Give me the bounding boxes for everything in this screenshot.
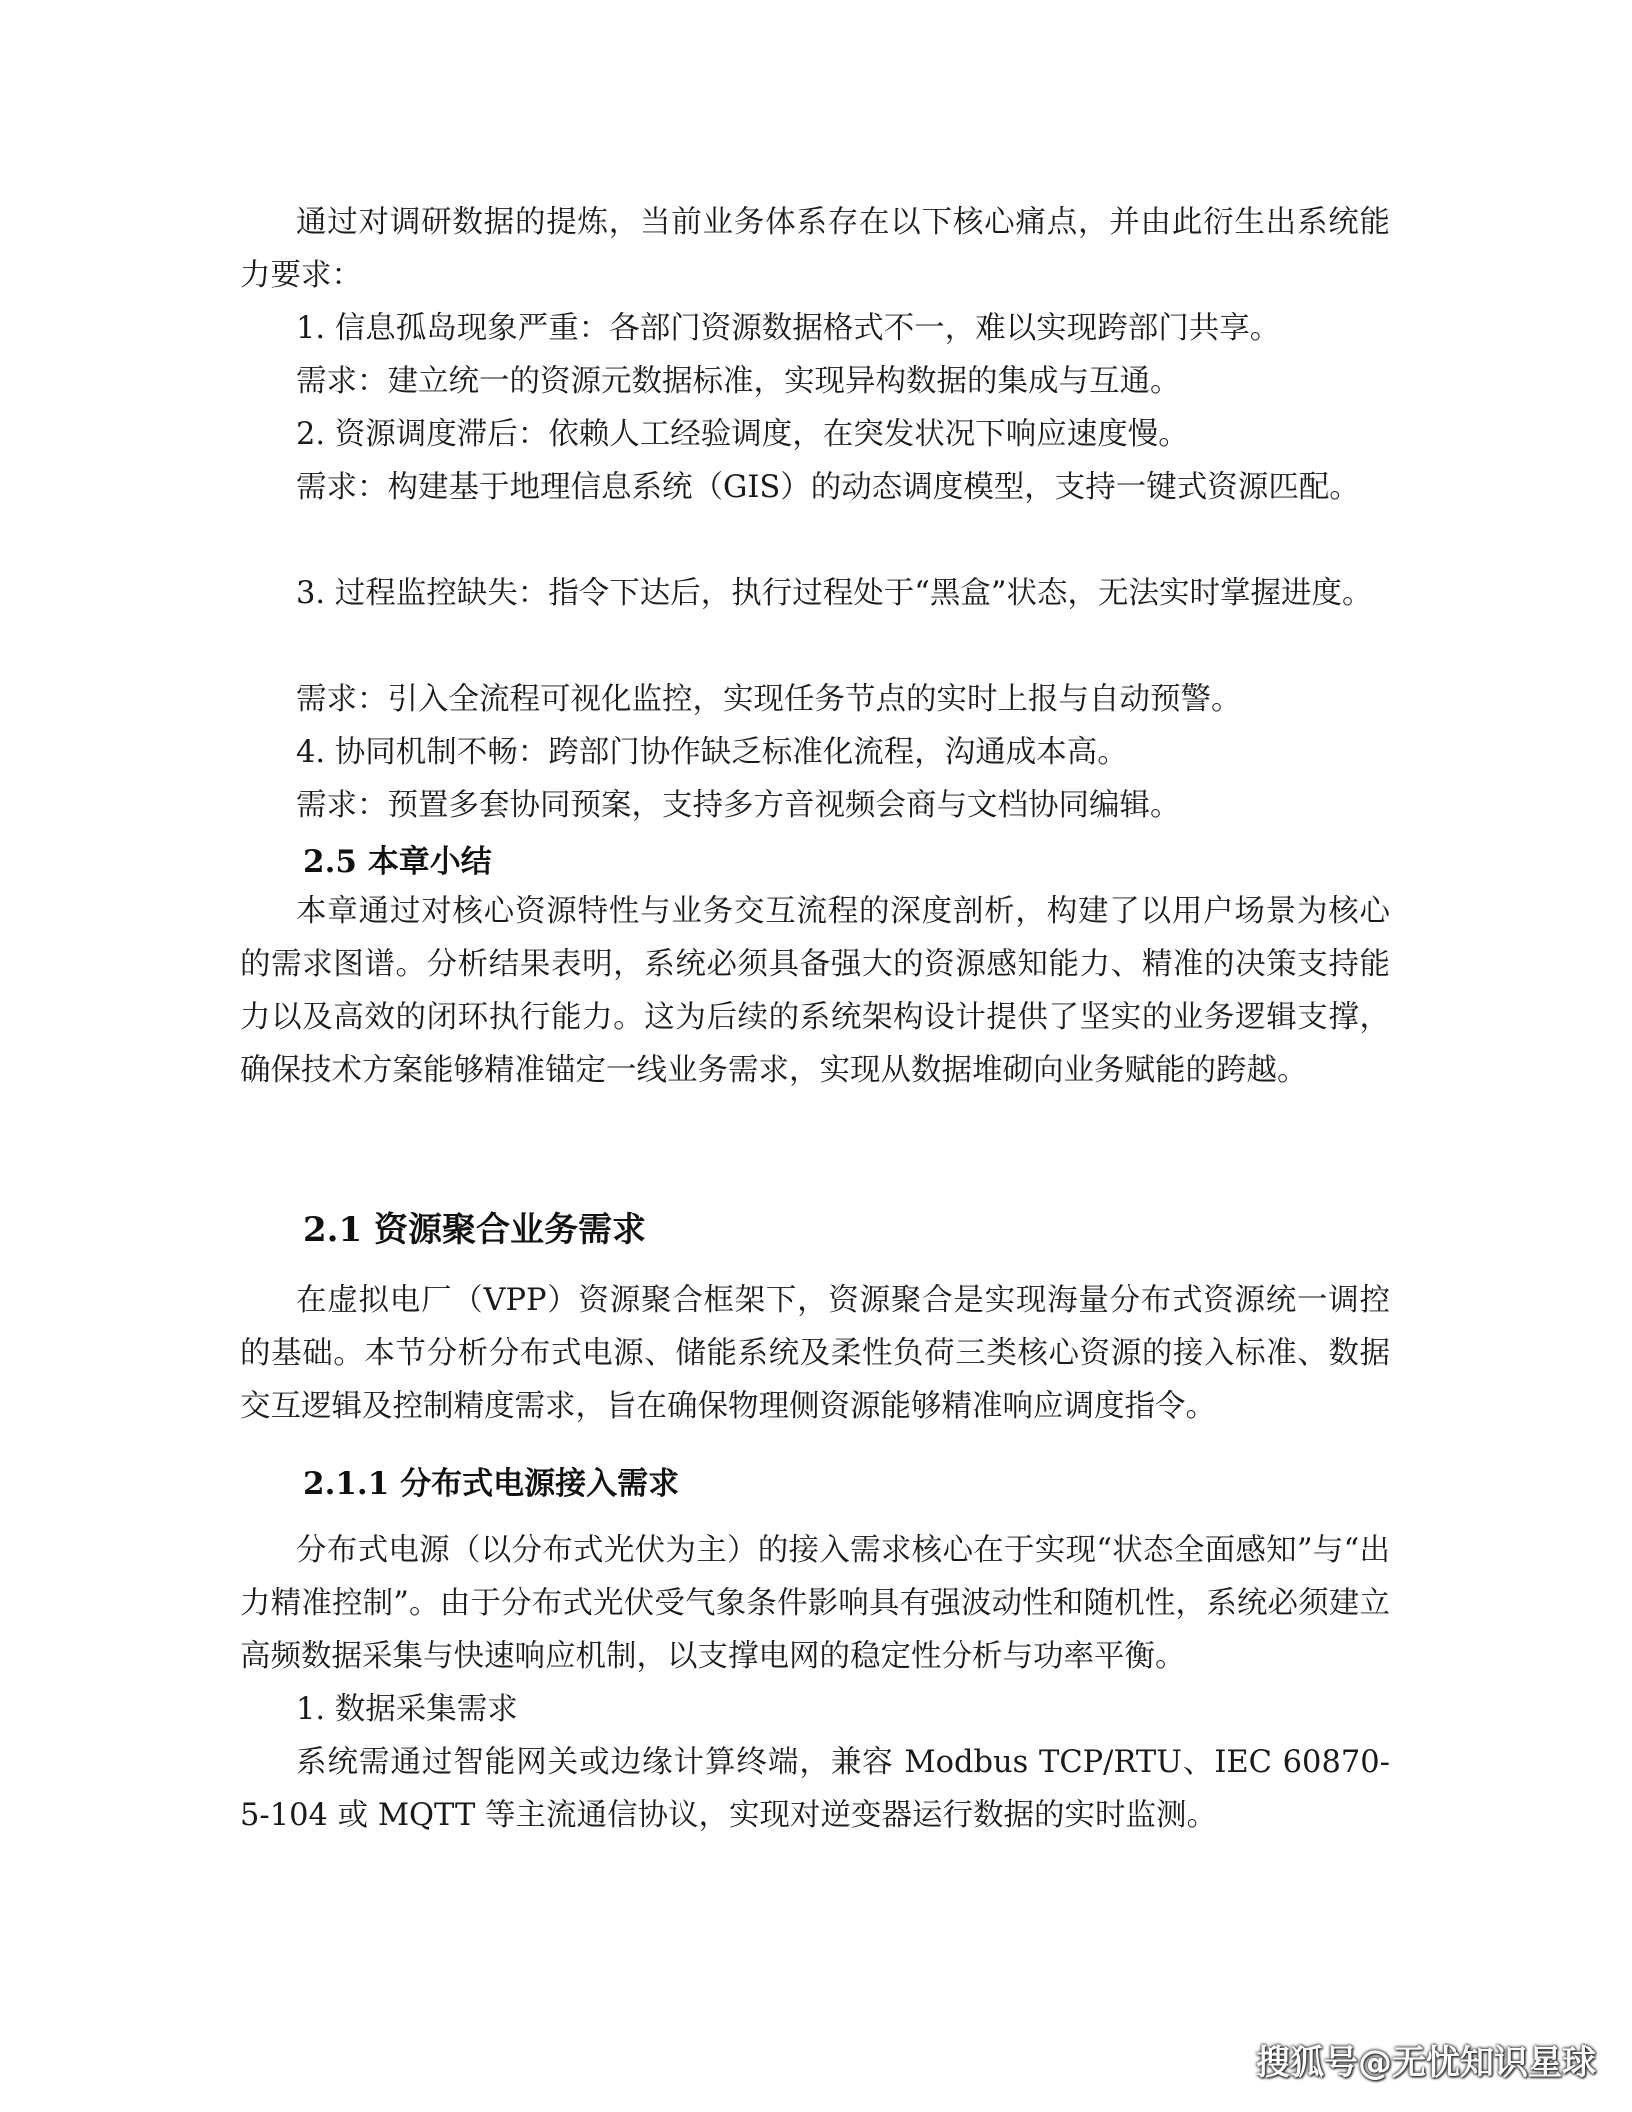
pain-point-1: 1. 信息孤岛现象严重：各部门资源数据格式不一，难以实现跨部门共享。 [296,311,1281,346]
section-2-1-heading: 2.1 资源聚合业务需求 [303,1210,646,1250]
section-2-5-body: 本章通过对核心资源特性与业务交互流程的深度剖析，构建了以用户场景为核心的需求图谱。分析结果表明，系统必须具备强大的资源感知能力、精准的决策支持能力以及高效的闭环执行能力。这为后续的系统架构设计提供了坚实的业务逻辑支撑，确保技术方案能够精准锚定一线业务需求，实现从数据堆砌向业务赋能的跨越。 [240,894,1390,1088]
requirement-4: 需求：预置多套协同预案，支持多方音视频会商与文档协同编辑。 [296,788,1181,823]
pain-point-4: 4. 协同机制不畅：跨部门协作缺乏标准化流程，沟通成本高。 [296,735,1128,770]
subsection-item-title: 1. 数据采集需求 [296,1692,518,1727]
pain-point-2: 2. 资源调度滞后：依赖人工经验调度，在突发状况下响应速度慢。 [296,417,1189,452]
requirement-1: 需求：建立统一的资源元数据标准，实现异构数据的集成与互通。 [296,364,1181,399]
intro-paragraph: 通过对调研数据的提炼，当前业务体系存在以下核心痛点，并由此衍生出系统能力要求： [240,205,1390,293]
section-2-1-1-body: 分布式电源（以分布式光伏为主）的接入需求核心在于实现“状态全面感知”与“出力精准控制”。由于分布式光伏受气象条件影响具有强波动性和随机性，系统必须建立高频数据采集与快速响应机制，以支撑电网的稳定性分析与功率平衡。 [240,1533,1390,1674]
requirement-2: 需求：构建基于地理信息系统（GIS）的动态调度模型，支持一键式资源匹配。 [296,470,1360,505]
subsection-item-body: 系统需通过智能网关或边缘计算终端，兼容 Modbus TCP/RTU、IEC 60870-5-104 或 MQTT 等主流通信协议，实现对逆变器运行数据的实时监测。 [240,1745,1390,1833]
section-2-1-body: 在虚拟电厂（VPP）资源聚合框架下，资源聚合是实现海量分布式资源统一调控的基础。本节分析分布式电源、储能系统及柔性负荷三类核心资源的接入标准、数据交互逻辑及控制精度需求，旨在确保物理侧资源能够精准响应调度指令。 [240,1283,1390,1424]
watermark: 搜狐号@无忧知识星球 [1256,2043,1596,2083]
requirement-3: 需求：引入全流程可视化监控，实现任务节点的实时上报与自动预警。 [296,682,1242,717]
pain-point-3: 3. 过程监控缺失：指令下达后，执行过程处于“黑盒”状态，无法实时掌握进度。 [296,576,1373,611]
section-2-1-1-heading: 2.1.1 分布式电源接入需求 [303,1466,680,1502]
section-2-5-heading: 2.5 本章小结 [303,844,492,880]
